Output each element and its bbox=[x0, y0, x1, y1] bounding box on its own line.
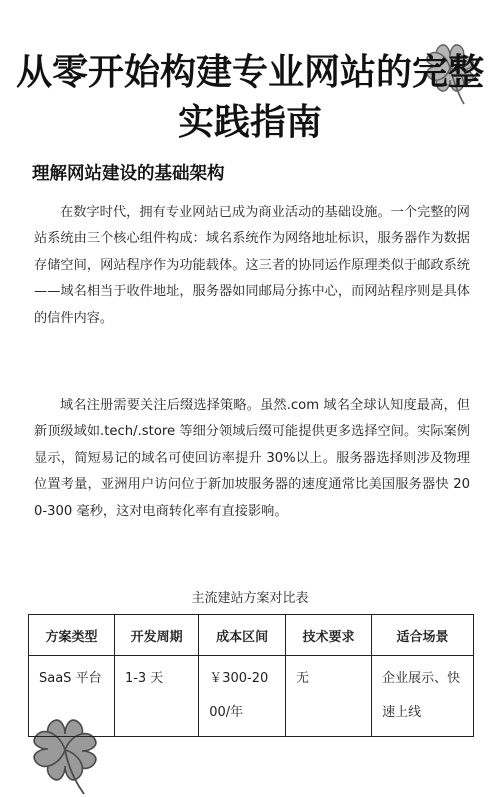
table-row bbox=[29, 656, 474, 737]
table-header-cell: 开发周期 bbox=[114, 615, 198, 656]
paragraph-1: 在数字时代，拥有专业网站已成为商业活动的基础设施。一个完整的网站系统由三个核心组件构成：域名系统作为网络地址标识，服务器作为数据存储空间，网站程序作为功能载体。这三者的协同运作原理类似于邮政系统——域名相当于收件地址，服务器如同邮局分拣中心，而网站程序则是具体的信件内容。 bbox=[34, 205, 470, 326]
comparison-table bbox=[28, 614, 474, 737]
table-cell: ￥300-2000/年 bbox=[199, 656, 286, 737]
table-header-cell: 适合场景 bbox=[372, 615, 474, 656]
table-header-cell: 方案类型 bbox=[29, 615, 115, 656]
paragraph-2: 域名注册需要关注后缀选择策略。虽然.com 域名全球认知度最高，但新顶级域如.tech/.store 等细分领域后缀可能提供更多选择空间。实际案例显示，简短易记的域名可使回访率提升 30%以上。服务器选择则涉及物理位置考量，亚洲用户访问位于新加坡服务器的速度通常比美国服务器快 200-300 毫秒，这对电商转化率有直接影响。 bbox=[34, 398, 470, 519]
table-header-cell: 成本区间 bbox=[199, 615, 286, 656]
document-title-line-2: 实践指南 bbox=[177, 102, 322, 143]
table-cell: 无 bbox=[286, 656, 372, 737]
table-header-row bbox=[29, 615, 474, 656]
document-title-line-1: 从零开始构建专业网站的完整 bbox=[15, 52, 484, 93]
section-heading: 理解网站建设的基础架构 bbox=[32, 164, 225, 184]
table-header-cell: 技术要求 bbox=[286, 615, 372, 656]
table-caption: 主流建站方案对比表 bbox=[191, 591, 309, 606]
table-cell: 1-3 天 bbox=[114, 656, 198, 737]
table-cell: SaaS 平台 bbox=[29, 656, 115, 737]
table-cell: 企业展示、快速上线 bbox=[372, 656, 474, 737]
